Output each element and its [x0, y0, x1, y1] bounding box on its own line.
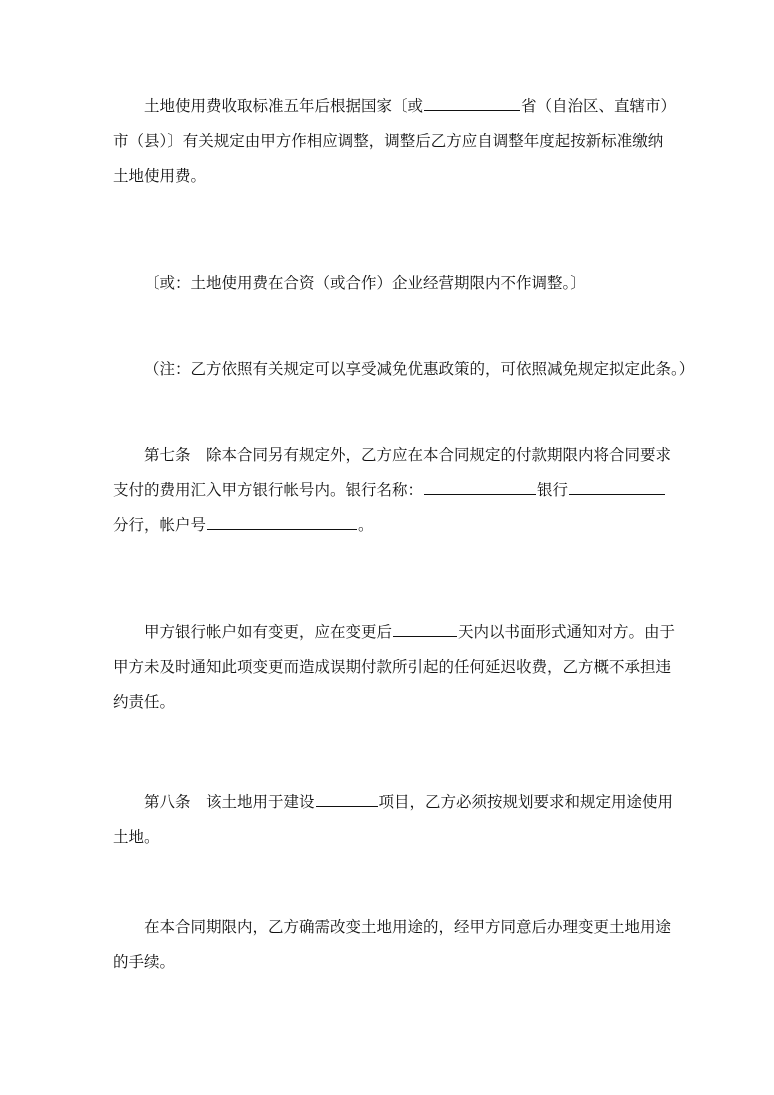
paragraph-note	[113, 352, 695, 387]
fill-blank-account-number	[207, 511, 357, 530]
text-segment: 分行，帐户号	[113, 516, 207, 534]
paragraph-line: 土地。	[113, 828, 160, 846]
paragraph-line: （注：乙方依照有关规定可以享受减免优惠政策的，可依照减免规定拟定此条。）	[144, 360, 695, 378]
text-segment: 银行	[537, 481, 569, 499]
paragraph-line	[113, 615, 676, 650]
text-segment: 天内以书面形式通知对方。由于	[458, 623, 676, 641]
paragraph-line: 约责任。	[113, 693, 176, 711]
text-segment: 省（自治区、直辖市）	[521, 97, 677, 115]
paragraph-line: 〔或：土地使用费在合资（或合作）企业经营期限内不作调整。〕	[144, 274, 586, 292]
paragraph-line	[113, 508, 669, 543]
text-segment: 甲方银行帐户如有变更，应在变更后	[144, 623, 393, 641]
fill-blank-bank-name	[424, 476, 536, 495]
text-segment: 支付的费用汇入甲方银行帐号内。银行名称：	[113, 481, 424, 499]
paragraph-line: 市（县）〕有关规定由甲方作相应调整，调整后乙方应自调整年度起按新标准缴纳	[113, 132, 664, 150]
paragraph-line: 甲方未及时通知此项变更而造成误期付款所引起的任何延迟收费，乙方概不承担违	[113, 658, 672, 676]
fill-blank-project	[316, 788, 378, 807]
fill-blank-days	[393, 618, 457, 637]
paragraph-line: 在本合同期限内，乙方确需改变土地用途的，经甲方同意后办理变更土地用途	[144, 918, 672, 936]
paragraph-line	[113, 785, 674, 820]
text-segment: 土地使用费收取标准五年后根据国家〔或	[144, 97, 424, 115]
paragraph-line: 土地使用费。	[113, 167, 207, 185]
paragraph-article-eight	[113, 785, 674, 855]
paragraph-line	[113, 473, 669, 508]
text-segment: 项目，乙方必须按规划要求和规定用途使用	[378, 793, 674, 811]
paragraph-line: 第七条 除本合同另有规定外，乙方应在本合同规定的付款期限内将合同要求	[144, 446, 672, 464]
paragraph-alternative-clause	[113, 266, 669, 301]
paragraph-land-fee-adjustment	[113, 89, 677, 194]
paragraph-land-use-change	[113, 910, 672, 980]
paragraph-article-seven	[113, 438, 672, 543]
fill-blank-bank-branch	[569, 476, 665, 495]
text-segment: 第八条 该土地用于建设	[144, 793, 315, 811]
paragraph-bank-account-change	[113, 615, 676, 720]
paragraph-line	[113, 89, 677, 124]
paragraph-line: 的手续。	[113, 953, 176, 971]
fill-blank-province	[424, 92, 520, 111]
text-segment: 。	[358, 516, 374, 534]
